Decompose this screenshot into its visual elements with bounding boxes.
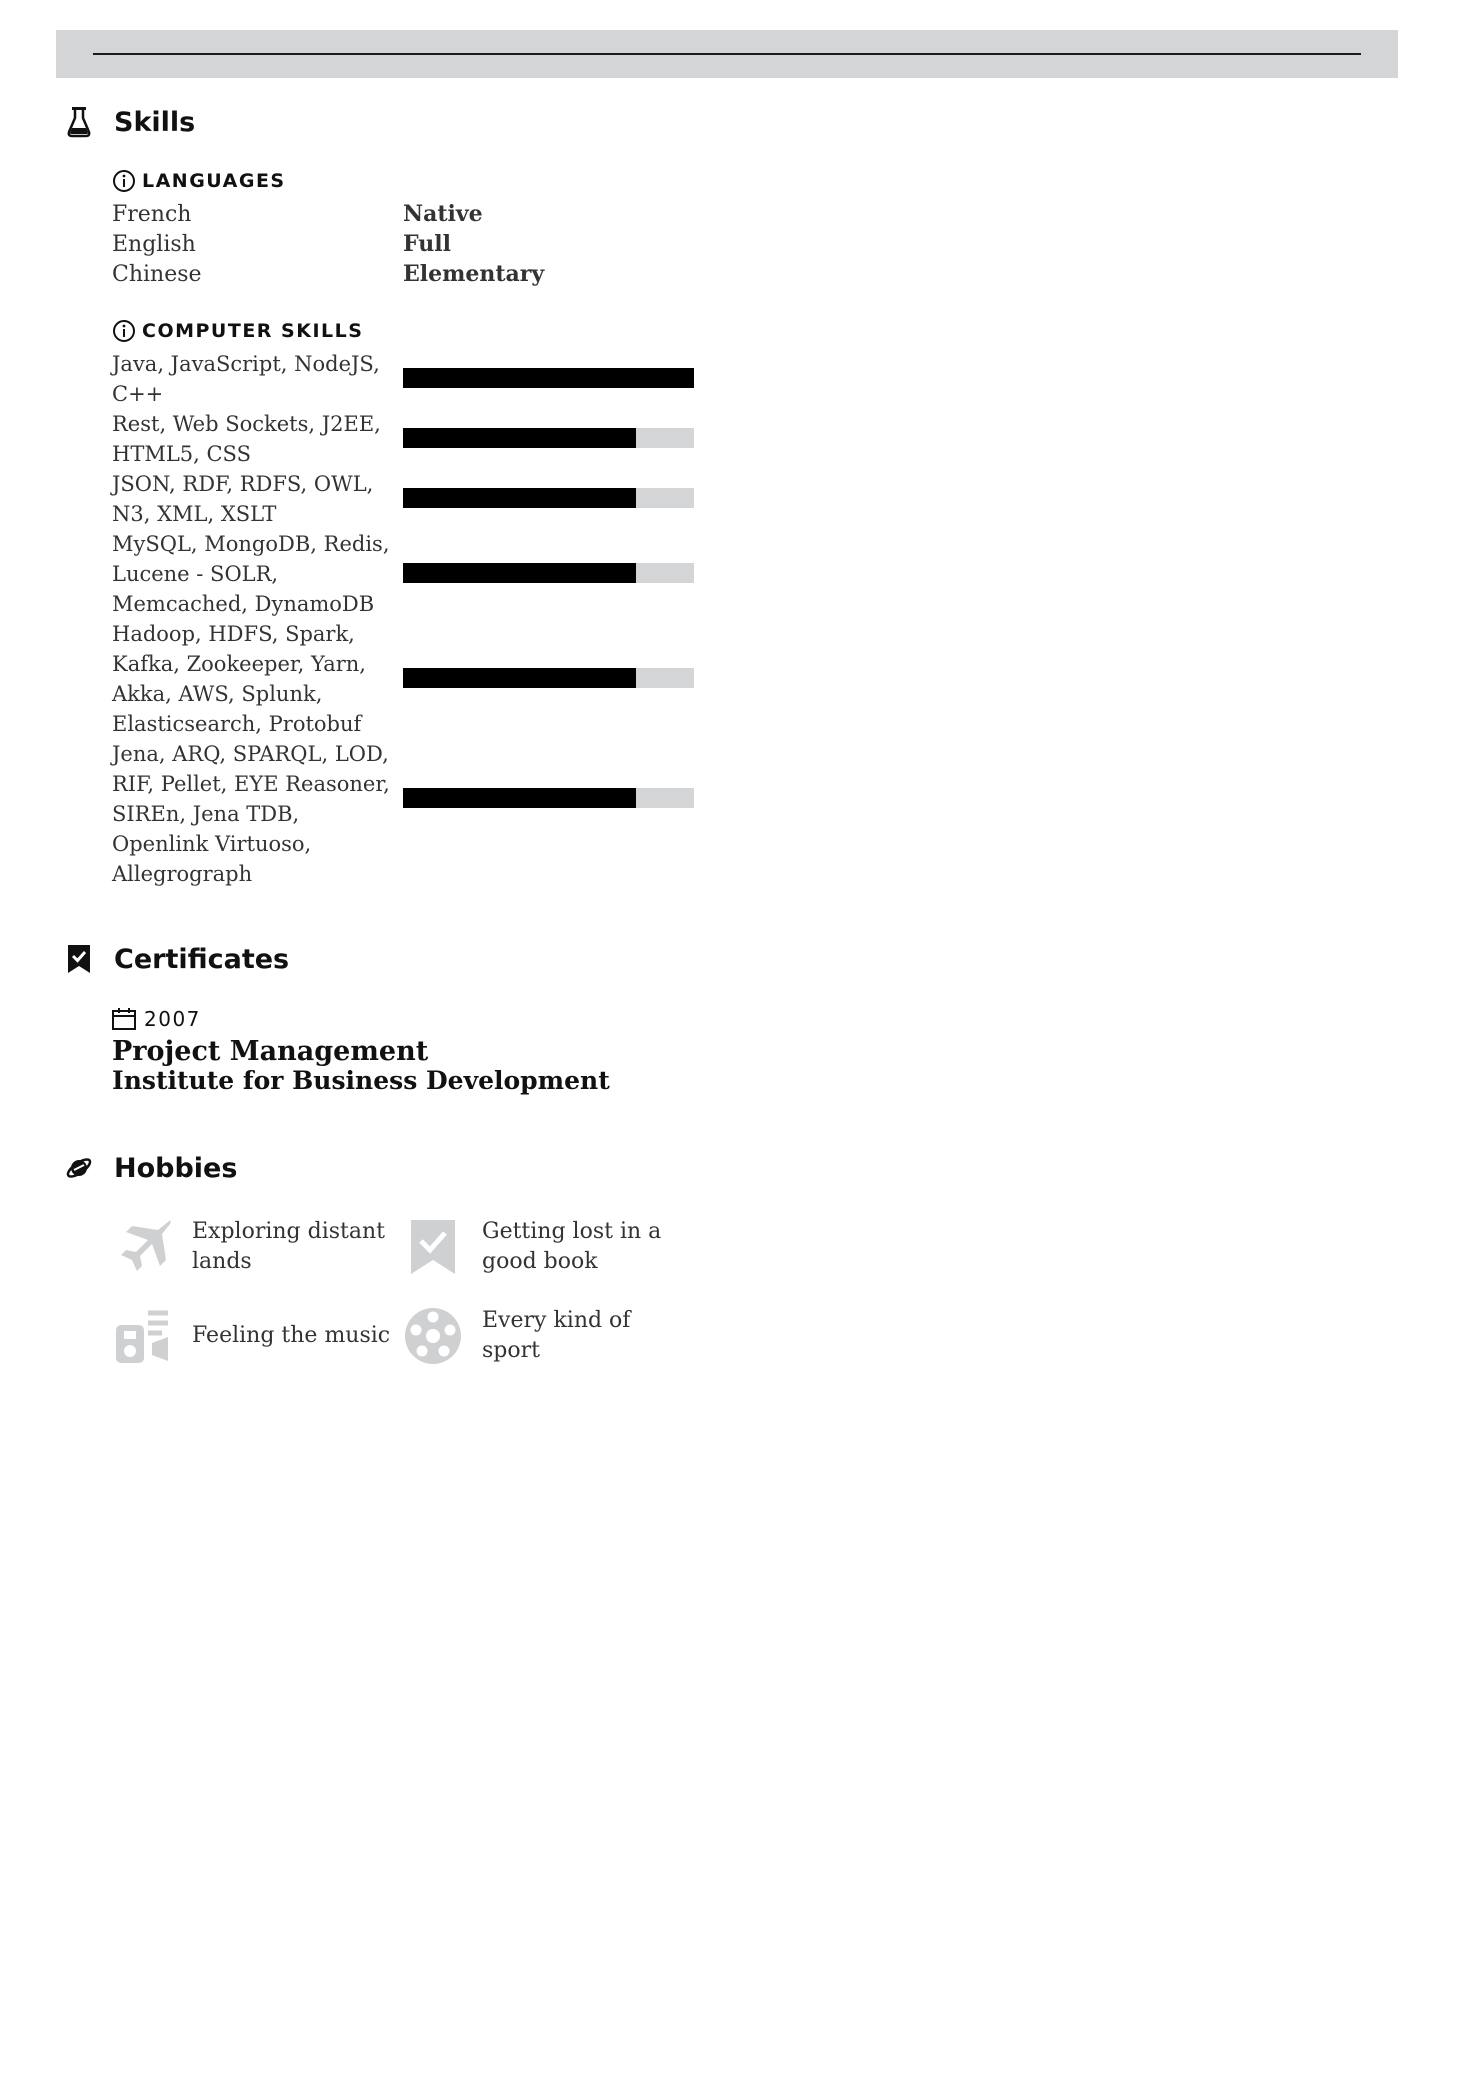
- hobby-text: Exploring distant lands: [192, 1219, 386, 1274]
- certificate-name: Project Management: [112, 1036, 429, 1067]
- hobby-text: Feeling the music: [192, 1323, 391, 1348]
- skill-row: [112, 469, 694, 529]
- language-level: Elementary: [403, 261, 545, 287]
- skill-text: MySQL, MongoDB, Redis, Lucene - SOLR, Memcached, DynamoDB: [112, 532, 390, 616]
- language-row: [112, 229, 544, 259]
- languages-title: LANGUAGES: [142, 170, 286, 192]
- certificate-date: [112, 1007, 201, 1031]
- airplane-icon: [112, 1216, 174, 1278]
- info-icon: [112, 169, 136, 193]
- skill-bar: [403, 428, 694, 448]
- skill-bar: [403, 368, 694, 388]
- language-row: [112, 259, 544, 289]
- languages-table: [112, 199, 544, 289]
- skill-bar: [403, 788, 694, 808]
- bookmark-check-icon: [402, 1216, 464, 1278]
- skill-bar-fill: [403, 488, 636, 508]
- language-level: Native: [403, 201, 483, 227]
- certificate-year: 2007: [144, 1007, 201, 1031]
- skill-text: Hadoop, HDFS, Spark, Kafka, Zookeeper, Yarn, Akka, AWS, Splunk, Elasticsearch, Protobuf: [112, 622, 366, 736]
- hobby-item: [402, 1305, 682, 1367]
- skill-bar: [403, 488, 694, 508]
- skill-row: [112, 619, 694, 739]
- skill-text: JSON, RDF, RDFS, OWL, N3, XML, XSLT: [112, 472, 374, 526]
- language-name: French: [112, 201, 192, 227]
- certificates-header: [64, 942, 289, 976]
- skill-text: Jena, ARQ, SPARQL, LOD, RIF, Pellet, EYE Reasoner, SIREn, Jena TDB, Openlink Virtuoso, Allegrograph: [112, 742, 390, 886]
- skill-bar-fill: [403, 428, 636, 448]
- skill-bar-fill: [403, 788, 636, 808]
- info-icon: [112, 319, 136, 343]
- skill-row: [112, 739, 694, 889]
- hobby-item: [112, 1216, 392, 1278]
- hobby-text: Every kind of sport: [482, 1308, 631, 1363]
- skills-title: Skills: [114, 106, 196, 138]
- hobby-item: [402, 1216, 682, 1278]
- skill-bar-fill: [403, 668, 636, 688]
- skill-bar-fill: [403, 563, 636, 583]
- hobbies-title: Hobbies: [114, 1152, 238, 1184]
- hobbies-header: [64, 1151, 237, 1185]
- skill-bar: [403, 668, 694, 688]
- skill-text: Java, JavaScript, NodeJS, C++: [112, 352, 380, 406]
- flask-icon: [64, 105, 94, 139]
- header-rule: [93, 53, 1361, 55]
- language-row: [112, 199, 544, 229]
- skill-bar-fill: [403, 368, 694, 388]
- bookmark-check-icon: [64, 942, 94, 976]
- languages-header: [112, 169, 286, 193]
- skill-bar: [403, 563, 694, 583]
- radio-icon: [112, 1305, 174, 1367]
- skill-row: [112, 409, 694, 469]
- skill-text: Rest, Web Sockets, J2EE, HTML5, CSS: [112, 412, 381, 466]
- planet-icon: [64, 1151, 94, 1185]
- skill-row: [112, 349, 694, 409]
- computer-skills-title: COMPUTER SKILLS: [142, 320, 364, 342]
- hobby-item: [112, 1305, 392, 1367]
- hobby-text: Getting lost in a good book: [482, 1219, 662, 1274]
- skills-header: [64, 105, 195, 139]
- certificates-title: Certificates: [114, 943, 290, 975]
- certificate-org: Institute for Business Development: [112, 1066, 610, 1095]
- language-level: Full: [403, 231, 451, 257]
- language-name: Chinese: [112, 261, 202, 287]
- language-name: English: [112, 231, 196, 257]
- skill-row: [112, 529, 694, 619]
- computer-skills-header: [112, 319, 363, 343]
- calendar-icon: [112, 1008, 136, 1030]
- soccer-ball-icon: [402, 1305, 464, 1367]
- header-band: [56, 30, 1398, 78]
